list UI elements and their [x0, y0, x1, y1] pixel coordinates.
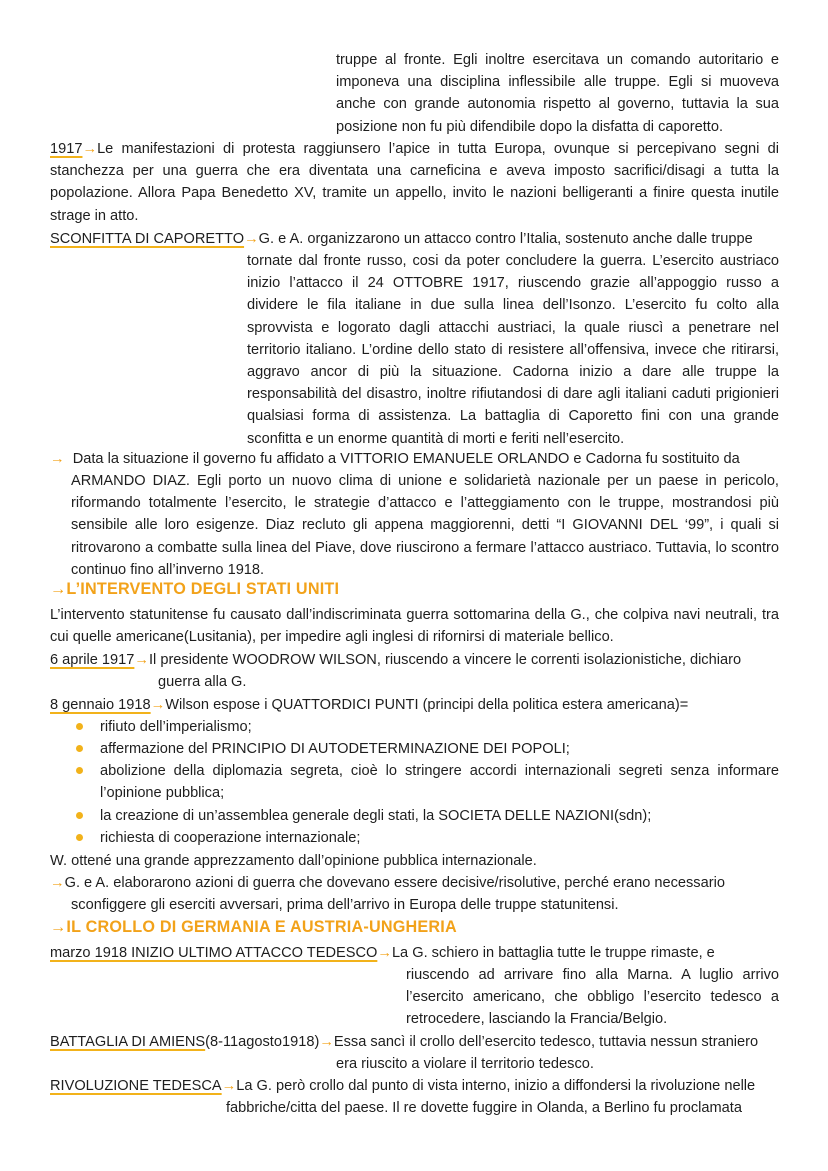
arrow-right-icon: →: [377, 945, 392, 961]
date-1917: 1917: [50, 141, 83, 157]
arrow-right-icon: →: [319, 1034, 334, 1050]
ga-first-text: G. e A. elaborarono azioni di guerra che dovevano essere decisive/risolutive, perché erano necessario: [64, 875, 725, 891]
diaz-first-text: Data la situazione il governo fu affidato a VITTORIO EMANUELE ORLANDO e Cadorna fu sostituito da: [72, 451, 740, 467]
paragraph-1917: [50, 138, 779, 227]
april-1917-rest: guerra alla G.: [158, 674, 247, 690]
march-1918-first-line: [50, 942, 790, 964]
bullet-icon: [76, 812, 83, 819]
ga-rest: sconfiggere gli eserciti avversari, prima dell’arrivo in Europa delle truppe statunitensi.: [71, 897, 619, 913]
caporetto-first-text: G. e A. organizzarono un attacco contro l’Italia, sostenuto anche dalle truppe: [258, 231, 753, 247]
caporetto-first-line: [50, 228, 790, 250]
arrow-right-icon: →: [50, 918, 67, 936]
april-1917-first-line: [50, 649, 790, 671]
heading-text: IL CROLLO DI GERMANIA E AUSTRIA-UNGHERIA: [66, 918, 457, 936]
list-item: abolizione della diplomazia segreta, cioè lo stringere accordi internazionali segreti senza informare l’opinione pubblica;: [100, 763, 779, 802]
amiens-first-line: [50, 1031, 790, 1053]
april-first-text: Il presidente WOODROW WILSON, riuscendo a vincere le correnti isolazionistiche, dichiaro: [148, 652, 742, 668]
bullet-icon: [76, 745, 83, 752]
amiens-label: BATTAGLIA DI AMIENS: [50, 1034, 206, 1050]
january-text: Wilson espose i QUATTORDICI PUNTI (principi della politica estera americana)=: [165, 697, 689, 713]
heading-text: L’INTERVENTO DEGLI STATI UNITI: [66, 580, 340, 598]
heading-intervento-stati-uniti: [50, 580, 339, 599]
usa-intro-paragraph: L’intervento statunitense fu causato dall’indiscriminata guerra sottomarina della G., che colpiva navi neutrali, tra cui quelle americane(Lusitania), per impedire agli inglesi di rifornirsi di materiale bellico.: [50, 607, 779, 646]
march-1918-paragraph: riuscendo ad arrivare fino alla Marna. A luglio arrivo l’esercito americano, che obbligo l’esercito tedesco a retrocedere, lasciando la Francia/Belgio.: [406, 967, 779, 1028]
rivoluzione-first-text: La G. però crollo dal punto di vista interno, inizio a diffondersi la rivoluzione nelle: [236, 1078, 756, 1094]
amiens-dates: (8-11agosto1918): [205, 1034, 320, 1050]
arrow-right-icon: →: [50, 875, 65, 891]
rivoluzione-label: RIVOLUZIONE TEDESCA: [50, 1078, 222, 1094]
march-first-text: La G. schiero in battaglia tutte le truppe rimaste, e: [391, 945, 715, 961]
ga-first-line: [50, 872, 790, 894]
arrow-right-icon: →: [150, 697, 166, 713]
arrow-right-icon: →: [50, 580, 67, 598]
arrow-right-icon: →: [134, 652, 149, 668]
amiens-first-text: Essa sancì il crollo dell’esercito tedesco, tuttavia nessun straniero: [333, 1034, 759, 1050]
date-6-aprile-1917: 6 aprile 1917: [50, 652, 135, 668]
date-8-gennaio-1918: 8 gennaio 1918: [50, 697, 151, 713]
list-item: richiesta di cooperazione internazionale;: [100, 830, 361, 846]
bullet-icon: [76, 723, 83, 730]
bullet-icon: [76, 834, 83, 841]
arrow-right-icon: →: [244, 231, 259, 247]
january-1918-line: [50, 694, 790, 716]
rivoluzione-first-line: [50, 1075, 790, 1097]
paragraph-1917-text: Le manifestazioni di protesta raggiunsero l’apice in tutta Europa, ovunque si percepivano segni di stanchezza per una guerra che era diventata una carneficina e aveva imposto sacrifici/disagi a tutta la popolazione. Allora Papa Benedetto XV, tramite un appello, invito le nazioni belligeranti a finire questa inutile strage in atto.: [50, 141, 779, 224]
heading-crollo-germania-austria: [50, 918, 457, 937]
rivoluzione-rest: fabbriche/citta del paese. Il re dovette fuggire in Olanda, a Berlino fu proclamata: [226, 1100, 742, 1116]
diaz-first-line: [50, 448, 790, 470]
list-item: affermazione del PRINCIPIO DI AUTODETERMINAZIONE DEI POPOLI;: [100, 741, 570, 757]
arrow-right-icon: →: [82, 141, 98, 157]
diaz-paragraph: ARMANDO DIAZ. Egli porto un nuovo clima di unione e solidarietà nazionale per un paese in pericolo, riformando totalmente l’esercito, le strategie d’attacco e l’atteggiamento con le truppe, mostrandosi più sensibile alle loro esigenze. Diaz recluto gli appena maggiorenni, detti “I GIOVANNI DEL ‘99”, i quali si ritrovarono a combatte sulla linea del Piave, dove riuscirono a fermare l’attacco austriaco. Tuttavia, lo scontro continuo fino all’inverno 1918.: [71, 473, 779, 578]
wilson-approval-line: W. ottené una grande apprezzamento dall’opinione pubblica internazionale.: [50, 853, 537, 869]
march-1918-label: marzo 1918 INIZIO ULTIMO ATTACCO TEDESCO: [50, 945, 378, 961]
list-item: rifiuto dell’imperialismo;: [100, 719, 252, 735]
bullet-icon: [76, 767, 83, 774]
list-item: la creazione di un’assemblea generale degli stati, la SOCIETA DELLE NAZIONI(sdn);: [100, 808, 652, 824]
paragraph-hindenburg-continuation: truppe al fronte. Egli inoltre esercitava un comando autoritario e imponeva una disciplina inflessibile alle truppe. Egli si muoveva anche con grande autonomia rispetto al governo, tuttavia la sua posizione non fu più difendibile dopo la disfatta di caporetto.: [336, 52, 779, 135]
caporetto-label: SCONFITTA DI CAPORETTO: [50, 231, 245, 247]
caporetto-paragraph: tornate dal fronte russo, cosi da poter concludere la guerra. L’esercito austriaco inizio l’attacco il 24 OTTOBRE 1917, riuscendo grazie all’appoggio russo a dividere le fila italiane in due sulla linea dell’Isonzo. L’esercito fu colto alla sprovvista e logorato dagli attacchi austriaci, la quale riuscì a penetrare nel territorio italiano. L’ordine dello stato di resistere all’offensiva, invece che ritirarsi, aggravo ancor di più la situazione. Cadorna inizio a dare alle truppe la responsabilità del disastro, inoltre rifiutandosi di dare agli italiani caduti prigionieri qualsiasi forma di assistenza. La battaglia di Caporetto fini con una grande sconfitta e un enorme quantità di morti e feriti nell’esercito.: [247, 253, 779, 447]
arrow-right-icon: →: [50, 451, 65, 467]
amiens-rest: era riuscito a violare il territorio tedesco.: [336, 1056, 594, 1072]
arrow-right-icon: →: [221, 1078, 237, 1094]
